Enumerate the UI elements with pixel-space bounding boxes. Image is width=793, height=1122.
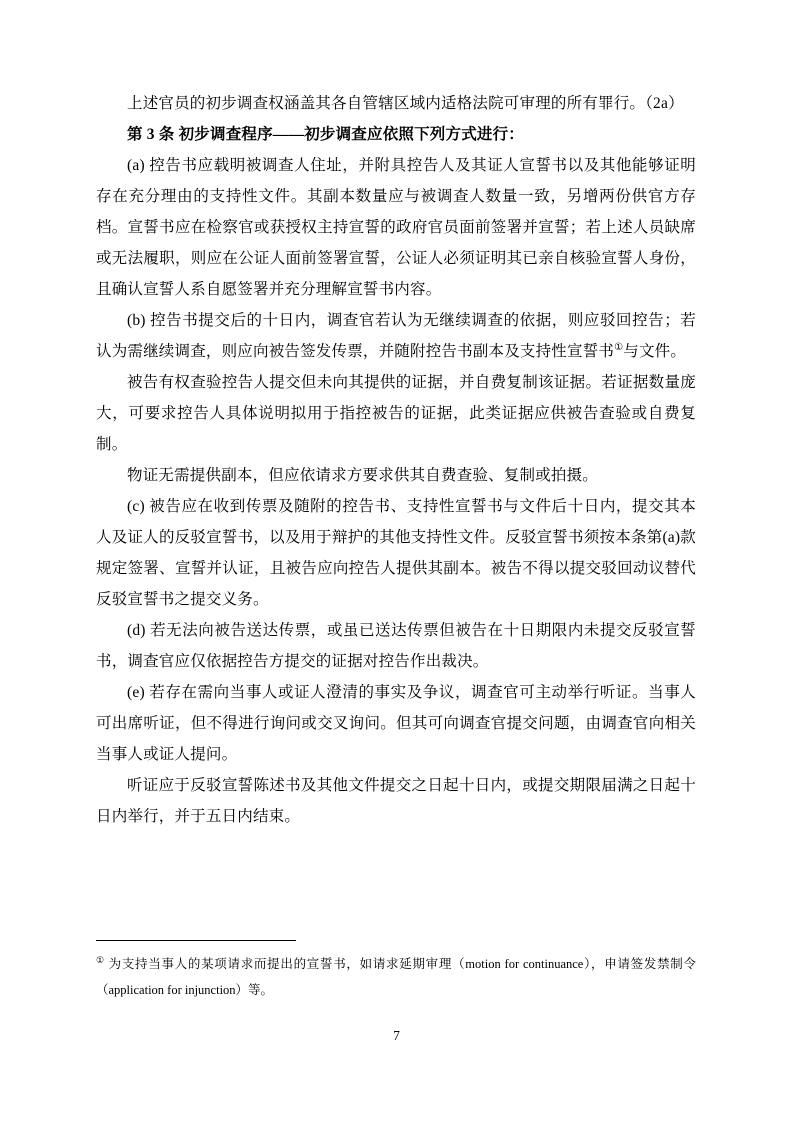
- article-title: 初步调查程序——初步调查应依照下列方式进行：: [178, 126, 524, 143]
- footnote-divider: [96, 940, 296, 941]
- paragraph-item-a: [96, 150, 696, 305]
- footnote-entry: [96, 951, 696, 1003]
- footnote-marker-icon: ①: [96, 954, 105, 965]
- page-number: 7: [393, 1028, 400, 1043]
- paragraph-text: 物证无需提供副本，但应依请求方要求供其自费查验、复制或拍摄。: [127, 467, 599, 484]
- document-body: [96, 88, 696, 832]
- paragraph-text-after-footnote: 与文件。: [623, 343, 687, 360]
- paragraph-item-c: [96, 491, 696, 615]
- paragraph-text: (d) 若无法向被告送达传票，或虽已送达传票但被告在十日期限内未提交反驳宣誓书，调查官应仅依据控告方提交的证据对控告作出裁决。: [96, 622, 696, 670]
- footnote-body-text: 为支持当事人的某项请求而提出的宣誓书，如请求延期审理（motion for continuance），申请签发禁制令（application for injunction）等。: [96, 957, 696, 997]
- footnote-reference-icon[interactable]: ①: [614, 341, 624, 353]
- paragraph-item-d: [96, 615, 696, 677]
- paragraph-text: 上述官员的初步调查权涵盖其各自管辖区域内适格法院可审理的所有罪行。（2a）: [127, 95, 684, 112]
- paragraph-hearing-schedule: [96, 770, 696, 832]
- paragraph-text: 听证应于反驳宣誓陈述书及其他文件提交之日起十日内，或提交期限届满之日起十日内举行，并于五日内结束。: [96, 777, 696, 825]
- paragraph-text: (e) 若存在需向当事人或证人澄清的事实及争议，调查官可主动举行听证。当事人可出席听证，但不得进行询问或交叉询问。但其可向调查官提交问题，由调查官向相关当事人或证人提问。: [96, 684, 696, 763]
- paragraph-text-before-footnote: (b) 控告书提交后的十日内，调查官若认为无继续调查的依据，则应驳回控告；若认为需继续调查，则应向被告签发传票，并随附控告书副本及支持性宣誓书: [96, 312, 696, 360]
- paragraph-text: (c) 被告应在收到传票及随附的控告书、支持性宣誓书与文件后十日内，提交其本人及证人的反驳宣誓书，以及用于辩护的其他支持性文件。反驳宣誓书须按本条第(a)款规定签署、宣誓并认证，且被告应向控告人提供其副本。被告不得以提交驳回动议替代反驳宣誓书之提交义务。: [96, 498, 696, 608]
- paragraph-text: (a) 控告书应载明被调查人住址，并附具控告人及其证人宣誓书以及其他能够证明存在充分理由的支持性文件。其副本数量应与被调查人数量一致，另增两份供官方存档。宣誓书应在检察官或获授权主持宣誓的政府官员面前签署并宣誓；若上述人员缺席或无法履职，则应在公证人面前签署宣誓，公证人必须证明其已亲自核验宣誓人身份，且确认宣誓人系自愿签署并充分理解宣誓书内容。: [96, 157, 696, 298]
- paragraph-defendant-inspection: [96, 367, 696, 460]
- paragraph-official-scope: [96, 88, 696, 119]
- paragraph-physical-evidence: [96, 460, 696, 491]
- footnote-section: [96, 940, 696, 1003]
- paragraph-text: 被告有权查验控告人提交但未向其提供的证据，并自费复制该证据。若证据数量庞大，可要求控告人具体说明拟用于指控被告的证据，此类证据应供被告查验或自费复制。: [96, 374, 696, 453]
- paragraph-item-e: [96, 677, 696, 770]
- paragraph-item-b: [96, 305, 696, 367]
- article-label: 第 3 条: [127, 126, 175, 143]
- paragraph-article-3: [96, 119, 696, 150]
